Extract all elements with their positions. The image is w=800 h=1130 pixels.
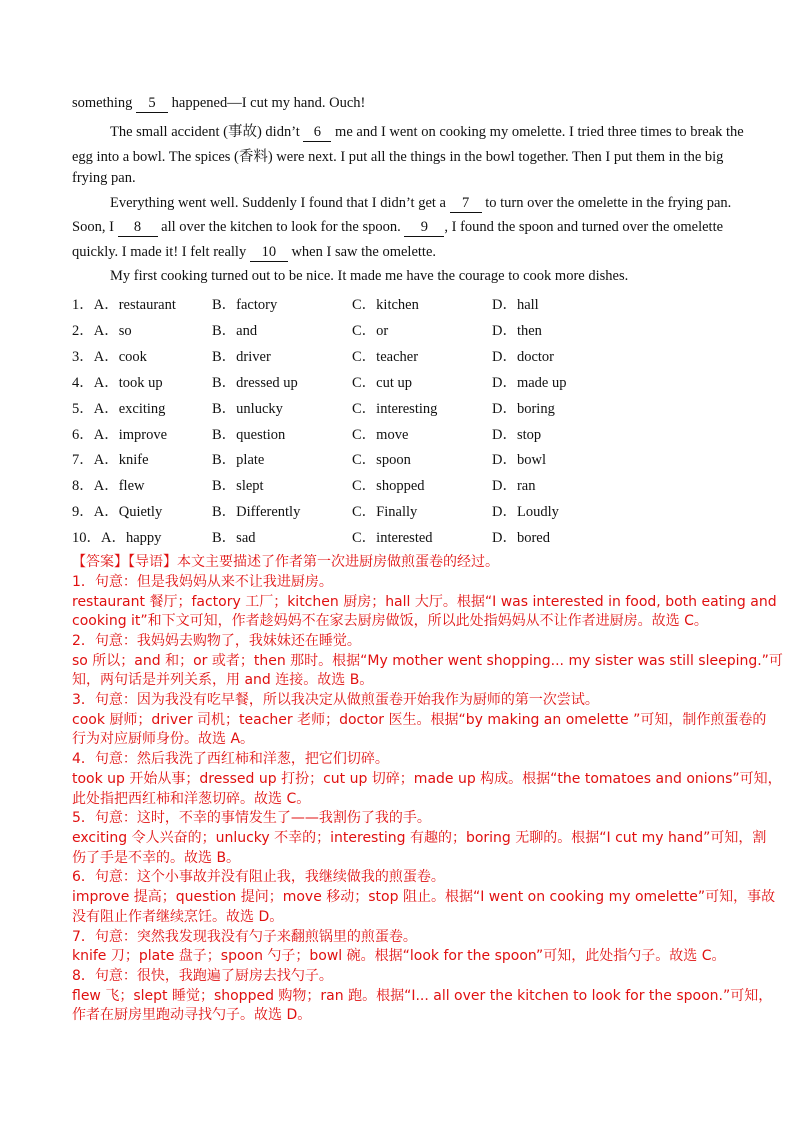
option-row-9 xyxy=(72,500,712,522)
option-c: C．spoon xyxy=(352,452,411,468)
option-b: B．unlucky xyxy=(212,401,283,417)
option-b: B．dressed up xyxy=(212,375,298,391)
option-b: B．factory xyxy=(212,297,278,313)
option-b: B．Differently xyxy=(212,504,301,520)
option-b: B．and xyxy=(212,323,258,339)
explanation-line: 行为对应厨师身份。故选 A。 xyxy=(72,731,255,747)
blank-10: 10 xyxy=(250,244,288,262)
passage-text: , I found the spoon and turned over the omelette xyxy=(444,219,724,235)
explanation-line: 7．句意：突然我发现我没有勺子来翻煎锅里的煎蛋卷。 xyxy=(72,929,417,945)
blank-7: 7 xyxy=(450,195,482,213)
option-row-8 xyxy=(72,474,712,496)
passage-text: me and I went on cooking my omelette. I tried three times to break the xyxy=(331,124,744,140)
option-b: B．driver xyxy=(212,349,271,365)
option-row-1 xyxy=(72,293,712,315)
option-a: 3．A．cook xyxy=(72,349,147,365)
option-a: 1．A．restaurant xyxy=(72,297,176,313)
option-a: 2．A．so xyxy=(72,323,132,339)
option-d: D．ran xyxy=(492,478,536,494)
option-d: D．bowl xyxy=(492,452,546,468)
explanation-line: 没有阻止作者继续烹饪。故选 D。 xyxy=(72,909,284,925)
explanation-line: 6．句意：这个小事故并没有阻止我，我继续做我的煎蛋卷。 xyxy=(72,869,445,885)
blank-6: 6 xyxy=(303,124,331,142)
passage-text: to turn over the omelette in the frying pan. xyxy=(481,195,732,211)
option-d: D．made up xyxy=(492,375,567,391)
explanation-line: took up 开始从事；dressed up 打扮；cut up 切碎；made up 构成。根据“the tomatoes and onions”可知， xyxy=(72,771,782,787)
option-b: B．slept xyxy=(212,478,264,494)
explanation-line: 4．句意：然后我洗了西红柿和洋葱，把它们切碎。 xyxy=(72,751,389,767)
explanation-line: restaurant 餐厅；factory 工厂；kitchen 厨房；hall 大厅。根据“I was interested in food, both eating and xyxy=(72,594,777,610)
passage-line-1 xyxy=(72,95,365,113)
explanation-line: improve 提高；question 提问；move 移动；stop 阻止。根据“I went on cooking my omelette”可知，事故 xyxy=(72,889,776,905)
explanation-line: 2．句意：我妈妈去购物了，我妹妹还在睡觉。 xyxy=(72,633,361,649)
blank-8: 8 xyxy=(118,219,158,237)
option-a: 6．A．improve xyxy=(72,427,168,443)
explanation-line: 1．句意：但是我妈妈从来不让我进厨房。 xyxy=(72,574,333,590)
explanation-line: 5．句意：这时，不幸的事情发生了——我割伤了我的手。 xyxy=(72,810,431,826)
explanation-line: so 所以；and 和；or 或者；then 那时。根据“My mother went shopping... my sister was still sleeping.”可 xyxy=(72,653,783,669)
option-row-4 xyxy=(72,371,712,393)
passage-line-5 xyxy=(110,195,731,213)
option-b: B．sad xyxy=(212,530,256,546)
option-d: D．stop xyxy=(492,427,542,443)
explanation-line: cook 厨师；driver 司机；teacher 老师；doctor 医生。根据“by making an omelette ”可知，制作煎蛋卷的 xyxy=(72,712,767,728)
option-c: C．Finally xyxy=(352,504,418,520)
option-row-10 xyxy=(72,526,712,548)
explanation-line: knife 刀；plate 盘子；spoon 勺子；bowl 碗。根据“look for the spoon”可知，此处指勺子。故选 C。 xyxy=(72,948,726,964)
option-d: D．hall xyxy=(492,297,539,313)
passage-text: all over the kitchen to look for the spoon. xyxy=(157,219,405,235)
explanation-line: 3．句意：因为我没有吃早餐，所以我决定从做煎蛋卷开始我作为厨师的第一次尝试。 xyxy=(72,692,599,708)
explanation-line: 伤了手是不幸的。故选 B。 xyxy=(72,850,241,866)
option-a: 5．A．exciting xyxy=(72,401,166,417)
passage-text: Soon, I xyxy=(72,219,118,235)
blank-5: 5 xyxy=(136,95,168,113)
passage-text: when I saw the omelette. xyxy=(287,244,436,260)
explanation-line: 此处指把西红柿和洋葱切碎。故选 C。 xyxy=(72,791,311,807)
option-c: C．interesting xyxy=(352,401,438,417)
option-c: C．or xyxy=(352,323,389,339)
passage-text: Everything went well. Suddenly I found that I didn’t get a xyxy=(110,195,450,211)
passage-text: something xyxy=(72,95,137,111)
passage-line-2 xyxy=(110,120,744,142)
passage-text: The small accident (事故) didn’t xyxy=(110,124,304,140)
passage-text: happened—I cut my hand. Ouch! xyxy=(168,95,366,111)
option-d: D．boring xyxy=(492,401,555,417)
option-a: 7．A．knife xyxy=(72,452,149,468)
explanation-line: 8．句意：很快，我跑遍了厨房去找勺子。 xyxy=(72,968,333,984)
option-b: B．question xyxy=(212,427,286,443)
option-d: D．bored xyxy=(492,530,550,546)
option-c: C．teacher xyxy=(352,349,419,365)
option-a: 10．A．happy xyxy=(72,530,162,546)
passage-line-3: egg into a bowl. The spices (香料) were next. I put all the things in the bowl together. Then I put them in the big xyxy=(72,149,724,165)
option-a: 9．A．Quietly xyxy=(72,504,163,520)
option-c: C．kitchen xyxy=(352,297,419,313)
blank-9: 9 xyxy=(404,219,444,237)
option-d: D．doctor xyxy=(492,349,555,365)
option-c: C．interested xyxy=(352,530,433,546)
option-a: 8．A．flew xyxy=(72,478,145,494)
explanation-line: exciting 令人兴奋的；unlucky 不幸的；interesting 有趣的；boring 无聊的。根据“I cut my hand”可知，割 xyxy=(72,830,767,846)
option-d: D．then xyxy=(492,323,542,339)
answer-header: 【答案】【导语】本文主要描述了作者第一次进厨房做煎蛋卷的经过。 xyxy=(72,554,499,570)
explanation-line: 作者在厨房里跑动寻找勺子。故选 D。 xyxy=(72,1007,312,1023)
option-b: B．plate xyxy=(212,452,265,468)
option-row-5 xyxy=(72,397,712,419)
option-row-2 xyxy=(72,319,712,341)
explanation-line: cooking it”和下文可知，作者趁妈妈不在家去厨房做饭，所以此处指妈妈从不让作者进厨房。故选 C。 xyxy=(72,613,708,629)
option-d: D．Loudly xyxy=(492,504,559,520)
passage-text: quickly. I made it! I felt really xyxy=(72,244,250,260)
option-c: C．cut up xyxy=(352,375,413,391)
explanation-line: 知，两句话是并列关系，用 and 连接。故选 B。 xyxy=(72,672,374,688)
explanation-line: flew 飞；slept 睡觉；shopped 购物；ran 跑。根据“I... all over the kitchen to look for the spoon.”可知， xyxy=(72,988,773,1004)
passage-line-6 xyxy=(72,219,723,237)
passage-line-7 xyxy=(72,244,436,262)
option-row-7 xyxy=(72,448,712,470)
option-a: 4．A．took up xyxy=(72,375,163,391)
option-row-3 xyxy=(72,345,712,367)
option-c: C．move xyxy=(352,427,409,443)
option-c: C．shopped xyxy=(352,478,425,494)
passage-line-8: My first cooking turned out to be nice. It made me have the courage to cook more dishes. xyxy=(110,268,629,284)
option-row-6 xyxy=(72,423,712,445)
passage-line-4: frying pan. xyxy=(72,170,136,186)
